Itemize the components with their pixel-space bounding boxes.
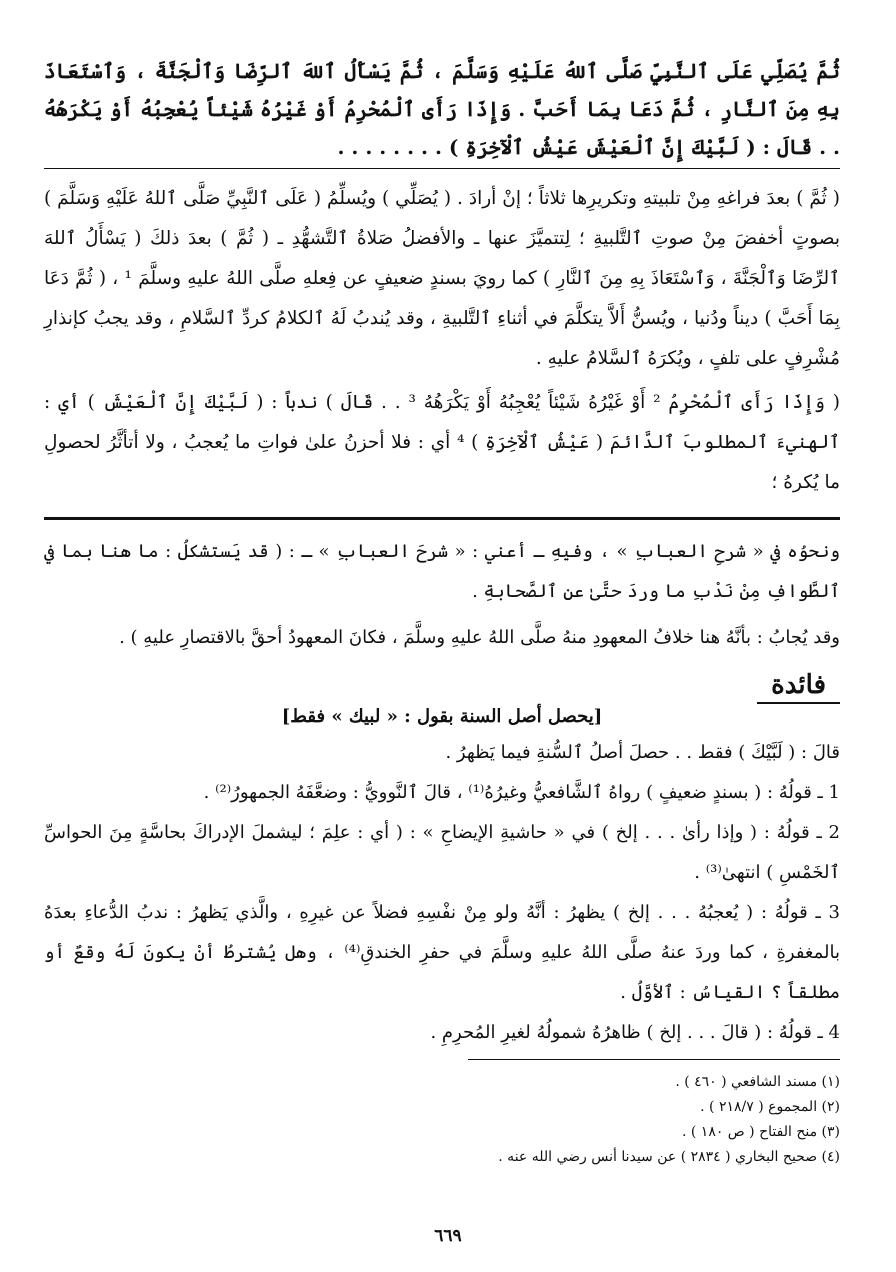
faida-heading [44,670,840,704]
main-text-paragraph: ثُمَّ يُصَلِّي عَلَى ٱلنَّبِيِّ صَلَّى ٱللهُ عَلَيْهِ وَسَلَّمَ ، ثُمَّ يَسْأَلُ ٱللهَ ٱلرِّضَا وَٱلْجَنَّةَ ، وَٱسْتَعَاذَ بِهِ مِنَ ٱلنَّارِ ، ثُمَّ دَعَا بِمَا أَحَبَّ . وَإِذَا رَأَى ٱلْمُحْرِمُ أَوْ غَيْرُهُ شَيْئاً يُعْجِبُهُ أَوْ يَكْرَهُهُ . . قَالَ : ( لَبَّيْكَ إِنَّ ٱلْعَيْشَ عَيْشُ ٱلْآخِرَةِ ) . . . . . . . . [44,59,840,159]
footnote: (٤) صحيح البخاري ( ٢٨٣٤ ) عن سيدنا أنس رضي الله عنه . [498,1149,840,1165]
gloss [44,532,840,1053]
footnotes [44,1070,840,1170]
gloss-paragraph: وقد يُجابُ : بأنَّهُ هنا خلافُ المعهودِ منهُ صلَّى اللهُ عليهِ وسلَّمَ ، فكانَ المعهودُ أحقَّ بالاقتصارِ عليهِ ) . [119,627,840,648]
footnote: (١) مسند الشافعي ( ٤٦٠ ) . [675,1074,840,1090]
gloss-item: 1 ـ قولُهُ : ( بسندٍ ضعيفٍ ) رواهُ ٱلشَّافعيُّ وغيرُهُ⁽¹⁾ ، قالَ ٱلنَّوويُّ : وضعَّفَهُ الجمهورُ⁽²⁾ . [203,782,840,803]
divider-main-commentary [44,168,840,169]
gloss-item: 4 ـ قولُهُ : ( قالَ . . . إلخ ) ظاهرُهُ شمولُهُ لغيرِ المُحرِمِ . [430,1022,840,1043]
page-number: ٦٦٩ [434,1226,462,1246]
commentary-paragraph: ( وَإِذَا رَأَى ٱلْمُحْرِمُ ² أَوْ غَيْرُهُ شَيْئاً يُعْجِبُهُ أَوْ يَكْرَهُهُ ³ . . قَالَ ) ندباً : ( لَبَّيْكَ إِنَّ ٱلْعَيْشَ ) أي : ٱلهنيءَ ٱلمطلوبَ ٱلدَّائمَ ( عَيْشُ ٱلْآخِرَةِ ) ⁴ أي : فلا أحزنُ علىٰ فواتِ ما يُعجبُ ، ولا أتأثَّرُ لحصولِ ما يُكرهُ ؛ [44,392,840,493]
main-text [44,52,840,159]
faida-subtitle: [يحصل أصل السنة بقول : « لبيك » فقط] [281,706,603,727]
faida-title: فائدة [757,670,840,704]
footnote: (٢) المجموع ( ٢١٨/٧ ) . [700,1099,840,1115]
gloss-item: 3 ـ قولُهُ : ( يُعجبُهُ . . . إلخ ) يظهرُ : أنَّهُ ولو مِنْ نفْسِهِ فضلاً عن غيرِهِ ، والَّذي يَظهرُ : ندبُ الدُّعاءِ بعدَهُ بالمغفرةِ ، كما وردَ عنهُ صلَّى اللهُ عليهِ وسلَّمَ في حفرِ الخندقِ⁽⁴⁾ ، وهل يُشترطُ أنْ يكونَ لَهُ وقعٌ أو مطلقاً ؟ القياسُ : ٱلأوَّلُ . [44,902,840,1003]
divider-commentary-gloss [44,517,840,520]
gloss-paragraph: ونحوُه في « شرحِ العبابِ » ، وفيهِ ـ أعني : « شرحَ العبابِ » ـ : ( قد يَستشكلُ : ما هنا بما في ٱلطَّوافِ مِنْ نَدْبِ ما وردَ حتَّىٰ عنِ ٱلصَّحابةِ . [44,541,840,602]
footnote: (٣) منح الفتاح ( ص ١٨٠ ) . [681,1124,840,1140]
commentary-paragraph: ( ثُمَّ ) بعدَ فراغهِ مِنْ تلبيتهِ وتكريرِها ثلاثاً ؛ إنْ أرادَ . ( يُصَلِّي ) ويُسلِّمُ ( عَلَى ٱلنَّبِيِّ صَلَّى ٱللهُ عَلَيْهِ وَسَلَّمَ ) بصوتٍ أخفضَ مِنْ صوتِ ٱلتَّلبيةِ ؛ لِتتميَّزَ عنها ـ والأفضلُ صَلاةُ ٱلتَّشهُّدِ ـ ( ثُمَّ ) بعدَ ذلكَ ( يَسْأَلُ ٱللهَ ٱلرِّضَا وَٱلْجَنَّةَ ، وَٱسْتَعَاذَ بِهِ مِنَ ٱلنَّارِ ) كما رويَ بسندٍ ضعيفٍ عن فِعلهِ صلَّى اللهُ عليهِ وسلَّمَ ¹ ، ( ثُمَّ دَعَا بِمَا أَحَبَّ ) ديناً ودُنيا ، ويُسنُّ أَلاَّ يتكلَّمَ في أثناءِ ٱلتَّلبيةِ ، وقد يُندبُ لَهُ ٱلكلامُ كردِّ ٱلسَّلامِ ، وقد يجبُ كإنذارِ مُشْرِفٍ على تلفٍ ، ويُكرَهُ ٱلسَّلامُ عليهِ . [44,188,841,369]
faida-intro: قالَ : ( لَبَّيْكَ ) فقط . . حصلَ أصلُ ٱلسُّنةِ فيما يَظهرُ . [445,742,840,763]
footnote-divider [468,1059,840,1060]
gloss-item: 2 ـ قولُهُ : ( وإذا رأىٰ . . . إلخ ) في « حاشيةِ الإيضاحِ » : ( أي : علِمَ ؛ ليشملَ الإدراكَ بحاسَّةٍ مِنَ الحواسِّ ٱلخَمْسِ ) انتهىٰ⁽³⁾ . [44,822,840,883]
commentary [44,179,840,503]
